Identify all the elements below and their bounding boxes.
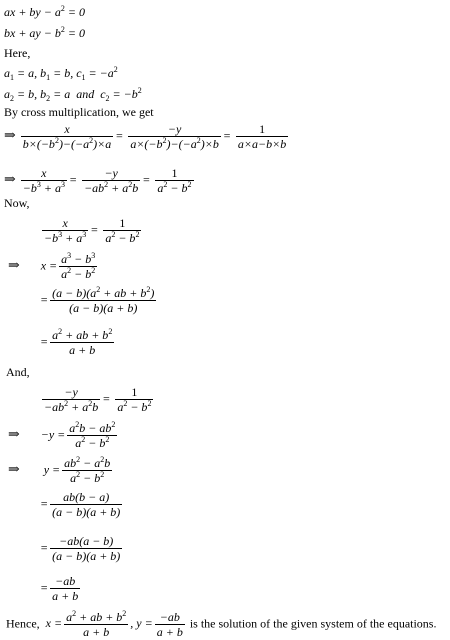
x-step-1: ⇒ x = $\frac{a^3 - b^3}{a^2 - b^2}$	[8, 251, 96, 281]
x-step-2: = $\frac{(a - b)(a^2 + ab + b^2)}{(a - b)(a + b)}$	[40, 285, 155, 315]
y-step-3: = $\frac{ab(b - a)}{(a - b)(a + b)}$	[40, 490, 121, 519]
y-ratio: $\frac{-y}{-ab^2 + a^2b}$ = $\frac{1}{a^2 - b^2}$	[44, 385, 152, 414]
y-step-2: ⇒ y = $\frac{ab^2 - a^2b}{a^2 - b^2}$	[8, 455, 111, 485]
cross-multiplication-text: By cross multiplication, we get	[4, 105, 154, 119]
y-result: = $\frac{-ab}{a + b}$	[40, 574, 79, 603]
x-result: = $\frac{a^2 + ab + b^2}{a + b}$	[40, 327, 113, 357]
here-label: Here,	[4, 46, 31, 60]
final-statement: Hence, x = $\frac{a^2 + ab + b^2}{a + b}$ , y = $\frac{-ab}{a + b}$ is the solution of the given system of the equations.	[6, 609, 437, 639]
hence-label: Hence,	[6, 616, 40, 631]
coefficients-2: $a_2 = b$, $b_2 = a$ and $c_2 = -b^2$	[4, 86, 142, 103]
and-label: And,	[6, 365, 30, 379]
now-label: Now,	[4, 196, 30, 210]
y-step-1: ⇒ −y = $\frac{a^2b - ab^2}{a^2 - b^2}$	[8, 420, 116, 450]
equation-2: bx + ay − $b^2 = 0$	[4, 25, 85, 40]
coefficients-1: $a_1 = a$, $b_1 = b$, $c_1 = -a^2$	[4, 65, 118, 82]
equation-1: ax + by − $a^2 = 0$	[4, 4, 85, 19]
y-step-4: = $\frac{-ab(a - b)}{(a - b)(a + b)}$	[40, 534, 121, 563]
cross-multiplication-equation: ⇒ $\frac{x}{b\times(-b^2)-(-a^2)\times a}$ = $\frac{-y}{a\times(-b^2)-(-a^2)\times b}$ = $\frac{1}{a\times a-b\times b}$	[4, 122, 287, 151]
solution-text: is the solution of the given system of the equations.	[189, 616, 437, 631]
simplified-equation: ⇒ $\frac{x}{-b^3 + a^3}$ = $\frac{-y}{-ab^2 + a^2b}$ = $\frac{1}{a^2 - b^2}$	[4, 166, 192, 195]
x-ratio: $\frac{x}{-b^3 + a^3}$ = $\frac{1}{a^2 - b^2}$	[44, 216, 140, 245]
